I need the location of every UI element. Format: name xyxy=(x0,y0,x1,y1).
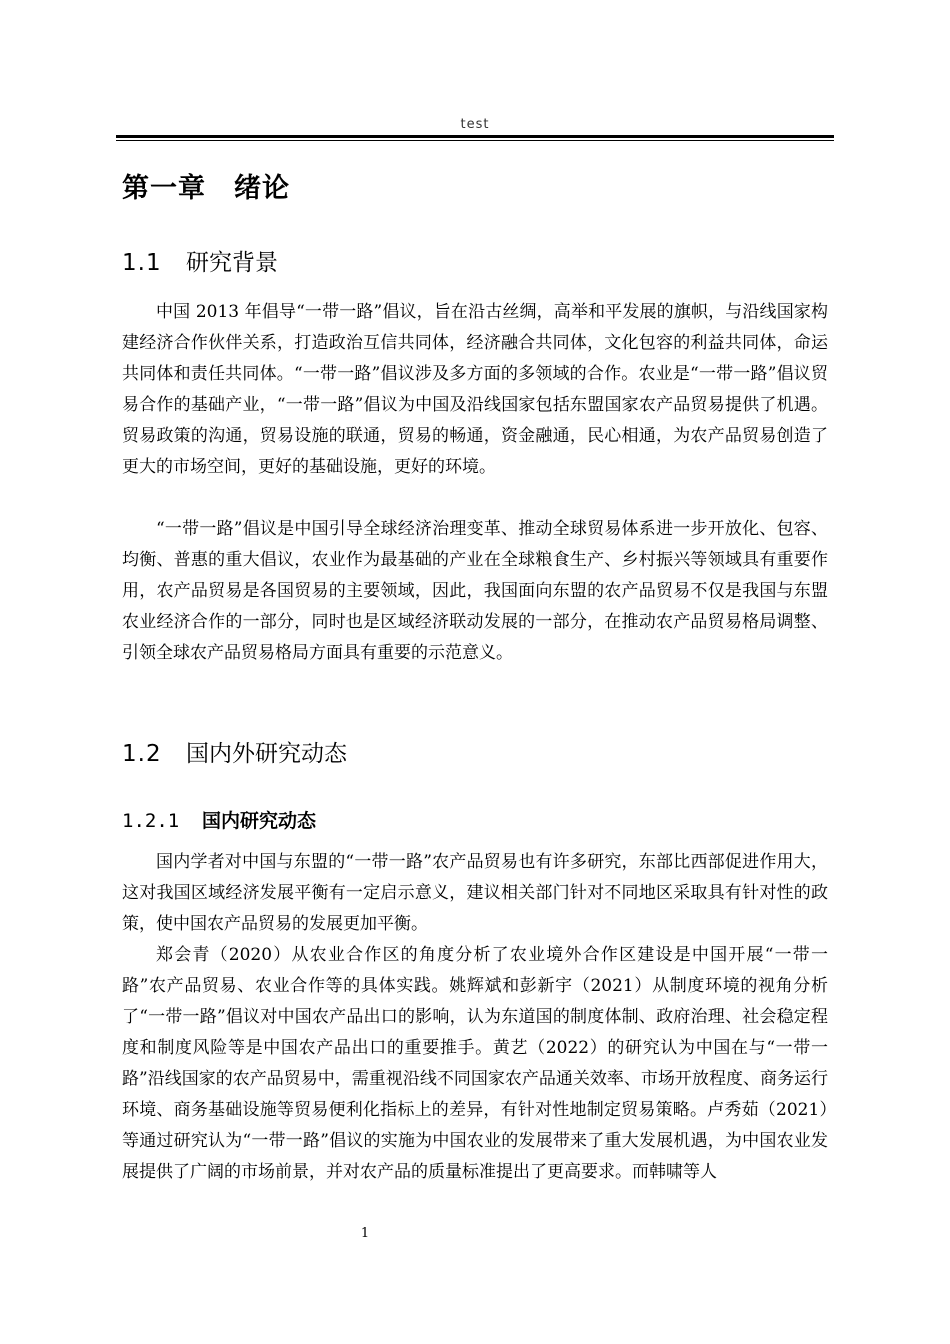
section-heading-1-1 xyxy=(122,244,278,277)
header-rule-thick xyxy=(116,135,834,138)
chapter-title: 第一章 绪论 xyxy=(122,173,290,204)
paragraph: 中国 2013 年倡导“一带一路”倡议，旨在沿古丝绸，高举和平发展的旗帜，与沿线国家构建经济合作伙伴关系，打造政治互信共同体，经济融合共同体，文化包容的利益共同体，命运共同体和责任共同体。“一带一路”倡议涉及多方面的多领域的合作。农业是“一带一路”倡议贸易合作的基础产业，“一带一路”倡议为中国及沿线国家包括东盟国家农产品贸易提供了机遇。贸易政策的沟通，贸易设施的联通，贸易的畅通，资金融通，民心相通，为农产品贸易创造了更大的市场空间，更好的基础设施，更好的环境。 xyxy=(122,302,828,477)
page-number: 1 xyxy=(360,1226,370,1241)
section-number: 1.2 xyxy=(122,741,162,767)
section-heading-1-2 xyxy=(122,735,347,768)
paragraph: 国内学者对中国与东盟的“一带一路”农产品贸易也有许多研究，东部比西部促进作用大，这对我国区域经济发展平衡有一定启示意义，建议相关部门针对不同地区采取具有针对性的政策，使中国农产品贸易的发展更加平衡。 xyxy=(122,852,828,934)
subsection-heading-1-2-1 xyxy=(122,806,316,833)
subsection-number: 1.2.1 xyxy=(122,810,180,832)
section-number: 1.1 xyxy=(122,250,162,276)
header-rule-thin xyxy=(116,140,834,141)
subsection-title: 国内研究动态 xyxy=(202,810,317,832)
paragraph: 郑会青（2020）从农业合作区的角度分析了农业境外合作区建设是中国开展“一带一路”农产品贸易、农业合作等的具体实践。姚辉斌和彭新宇（2021）从制度环境的视角分析了“一带一路”倡议对中国农产品出口的影响，认为东道国的制度体制、政府治理、社会稳定程度和制度风险等是中国农产品出口的重要推手。黄艺（2022）的研究认为中国在与“一带一路”沿线国家的农产品贸易中，需重视沿线不同国家农产品通关效率、市场开放程度、商务运行环境、商务基础设施等贸易便利化指标上的差异，有针对性地制定贸易策略。卢秀茹（2021）等通过研究认为“一带一路”倡议的实施为中国农业的发展带来了重大发展机遇，为中国农业发展提供了广阔的市场前景，并对农产品的质量标准提出了更高要求。而韩啸等人 xyxy=(122,945,828,1182)
section-title: 国内外研究动态 xyxy=(186,741,347,767)
section-title: 研究背景 xyxy=(186,250,278,276)
page-header: test xyxy=(460,117,490,132)
paragraph: “一带一路”倡议是中国引导全球经济治理变革、推动全球贸易体系进一步开放化、包容、均衡、普惠的重大倡议，农业作为最基础的产业在全球粮食生产、乡村振兴等领域具有重要作用，农产品贸易是各国贸易的主要领域，因此，我国面向东盟的农产品贸易不仅是我国与东盟农业经济合作的一部分，同时也是区域经济联动发展的一部分，在推动农产品贸易格局调整、引领全球农产品贸易格局方面具有重要的示范意义。 xyxy=(122,519,828,663)
